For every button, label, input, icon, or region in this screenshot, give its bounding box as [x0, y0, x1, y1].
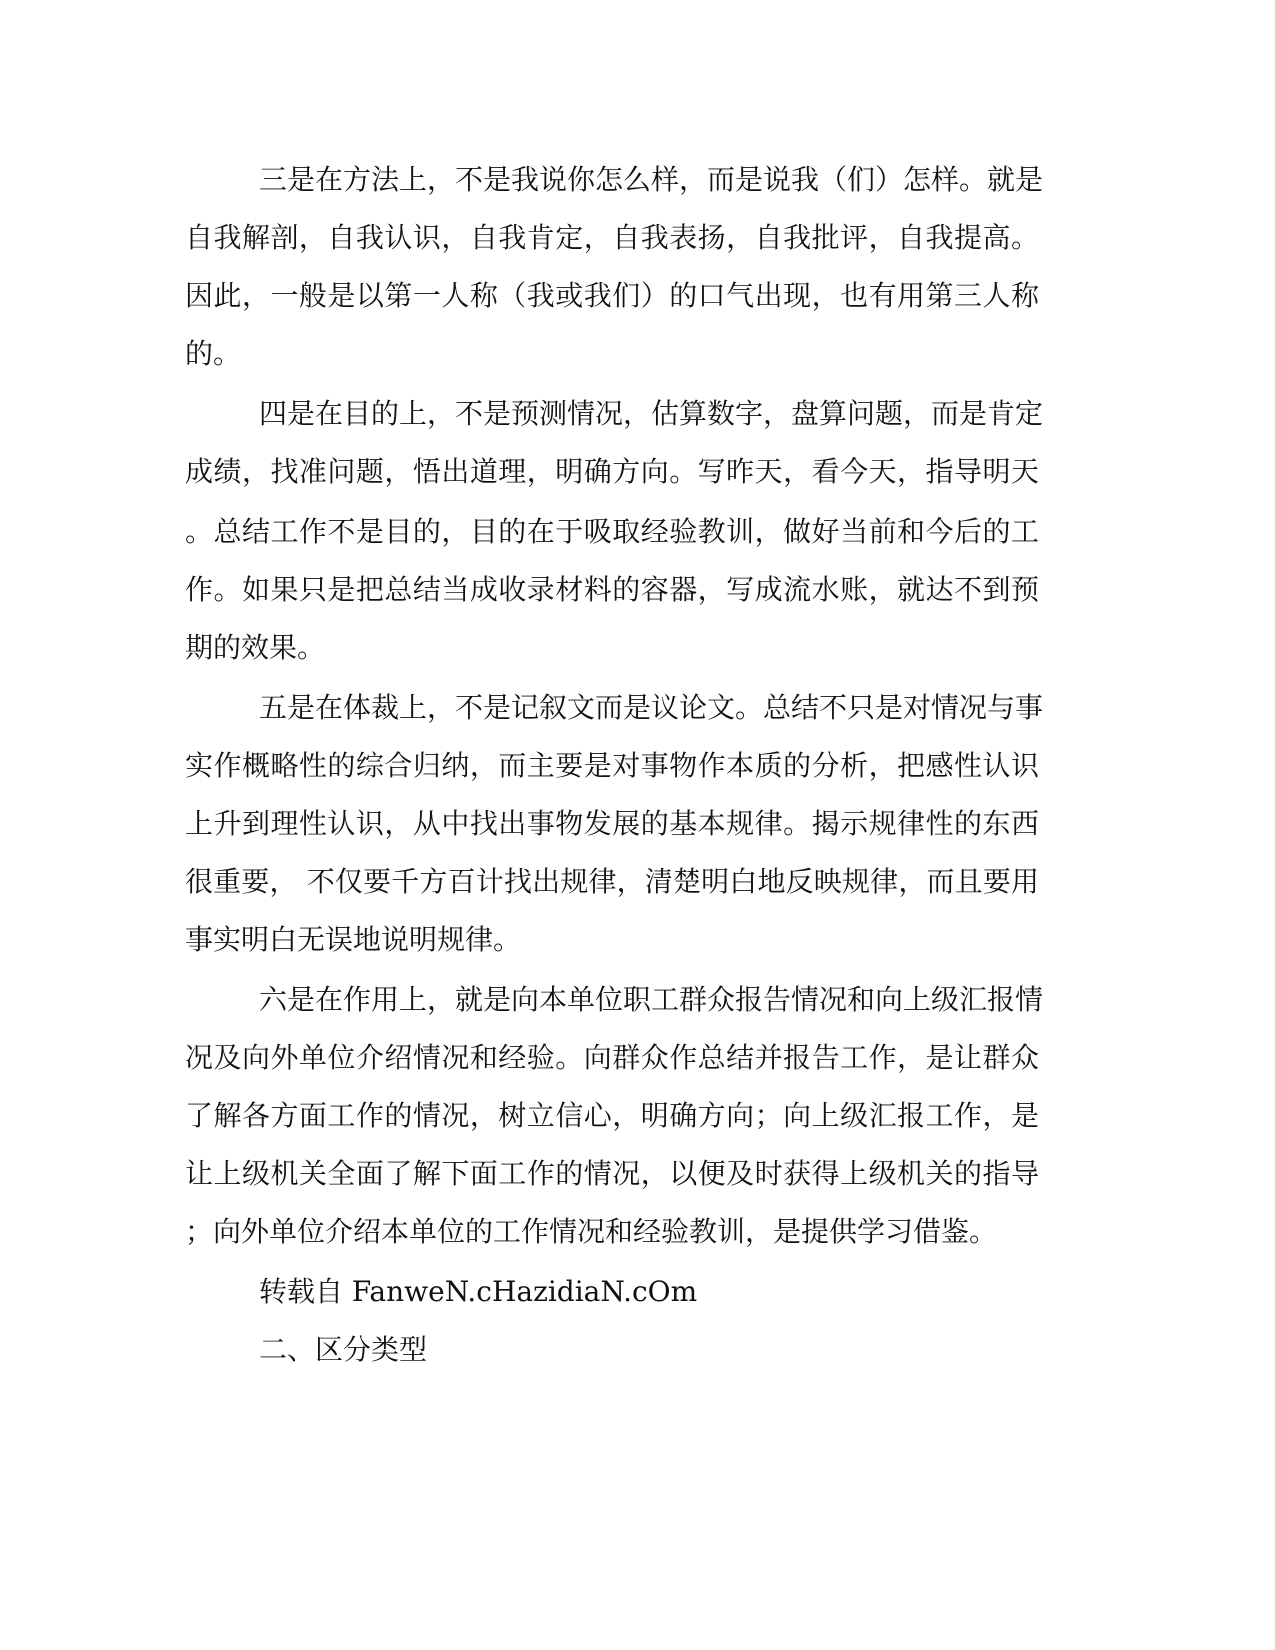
section-heading: 二、区分类型	[259, 1333, 428, 1366]
paragraph-2-line-4: 作。如果只是把总结当成收录材料的容器，写成流水账，就达不到预	[185, 573, 1039, 606]
paragraph-4-line-2: 况及向外单位介绍情况和经验。向群众作总结并报告工作，是让群众	[185, 1041, 1039, 1074]
paragraph-4-line-4: 让上级机关全面了解下面工作的情况，以便及时获得上级机关的指导	[185, 1157, 1039, 1190]
paragraph-1-line-4: 的。	[185, 337, 242, 370]
paragraph-2-line-2: 成绩，找准问题，悟出道理，明确方向。写昨天，看今天，指导明天	[185, 455, 1039, 488]
paragraph-2-line-3: 。总结工作不是目的，目的在于吸取经验教训，做好当前和今后的工	[185, 515, 1039, 548]
paragraph-1-line-1: 三是在方法上，不是我说你怎么样，而是说我（们）怎样。就是	[259, 163, 1044, 196]
paragraph-4-line-1: 六是在作用上，就是向本单位职工群众报告情况和向上级汇报情	[259, 983, 1044, 1016]
source-line: 转载自 FanweN.cHazidiaN.cOm	[259, 1275, 698, 1308]
paragraph-3-line-5: 事实明白无误地说明规律。	[185, 923, 522, 956]
paragraph-2-line-1: 四是在目的上，不是预测情况，估算数字，盘算问题，而是肯定	[259, 397, 1044, 430]
paragraph-2-line-5: 期的效果。	[185, 631, 326, 664]
paragraph-1-line-3: 因此，一般是以第一人称（我或我们）的口气出现，也有用第三人称	[185, 279, 1039, 312]
paragraph-3-line-1: 五是在体裁上，不是记叙文而是议论文。总结不只是对情况与事	[259, 691, 1044, 724]
paragraph-3-line-2: 实作概略性的综合归纳，而主要是对事物作本质的分析，把感性认识	[185, 749, 1039, 782]
paragraph-1-line-2: 自我解剖，自我认识，自我肯定，自我表扬，自我批评，自我提高。	[185, 221, 1039, 254]
paragraph-3-line-3: 上升到理性认识，从中找出事物发展的基本规律。揭示规律性的东西	[185, 807, 1039, 840]
paragraph-4-line-5: ；向外单位介绍本单位的工作情况和经验教训，是提供学习借鉴。	[185, 1215, 998, 1248]
paragraph-3-line-4: 很重要， 不仅要千方百计找出规律，清楚明白地反映规律，而且要用	[185, 865, 1039, 898]
paragraph-4-line-3: 了解各方面工作的情况，树立信心，明确方向；向上级汇报工作，是	[185, 1099, 1039, 1132]
